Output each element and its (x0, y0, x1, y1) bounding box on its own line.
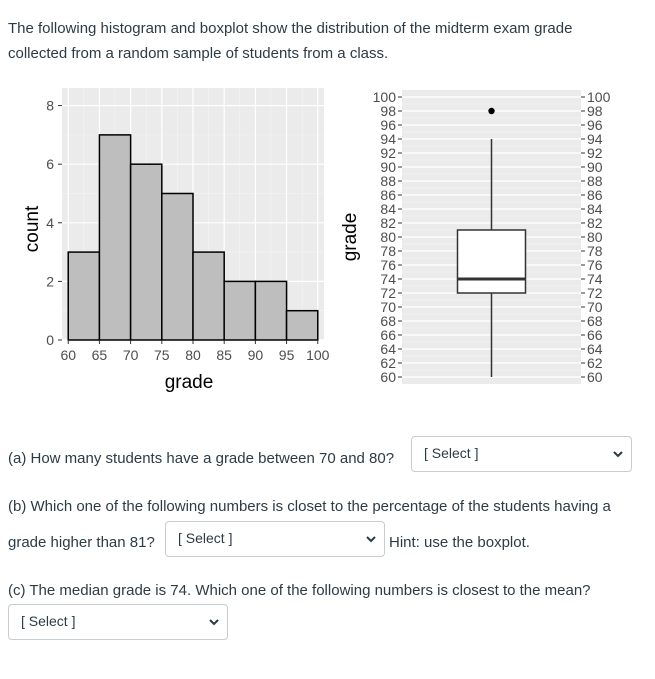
boxplot-y-tick-label: 64 (587, 341, 603, 357)
histogram-y-tick-label: 2 (46, 273, 54, 290)
histogram-y-tick-label: 6 (46, 156, 54, 173)
histogram-bar (131, 164, 162, 340)
histogram-x-tick-label: 100 (306, 347, 330, 363)
boxplot-y-tick-label: 80 (587, 229, 603, 245)
boxplot-y-tick-label: 64 (380, 341, 396, 357)
chevron-down-icon (364, 532, 378, 546)
boxplot-y-tick-label: 76 (380, 257, 396, 273)
question-b-line-2: grade higher than 81? (8, 534, 155, 551)
boxplot-y-tick-label: 88 (587, 173, 603, 189)
boxplot-y-tick-label: 70 (380, 299, 396, 315)
histogram-x-label: grade (164, 372, 214, 393)
histogram-y-tick-label: 4 (46, 214, 54, 231)
boxplot-y-tick-label: 100 (587, 89, 611, 105)
boxplot-y-tick-label: 86 (380, 187, 396, 203)
boxplot-y-tick-label: 94 (587, 131, 603, 147)
histogram-x-tick-label: 90 (247, 347, 264, 363)
histogram-bar (99, 135, 130, 340)
boxplot-box (458, 230, 526, 293)
boxplot-y-tick-label: 82 (587, 215, 603, 231)
boxplot-y-tick-label: 74 (587, 271, 603, 287)
histogram-y-label: count (22, 205, 43, 253)
boxplot-y-tick-label: 90 (587, 159, 603, 175)
histogram-bar (255, 281, 286, 340)
boxplot-chart (340, 89, 611, 385)
boxplot-y-tick-label: 70 (587, 299, 603, 315)
histogram-chart (22, 88, 330, 393)
question-intro (8, 16, 648, 66)
boxplot-y-axis-left (373, 89, 402, 385)
boxplot-y-tick-label: 60 (587, 369, 603, 385)
answer-b-value: [ Select ] (178, 530, 233, 546)
boxplot-y-tick-label: 94 (380, 131, 396, 147)
boxplot-y-tick-label: 78 (587, 243, 603, 259)
boxplot-y-tick-label: 88 (380, 173, 396, 189)
boxplot-y-tick-label: 84 (380, 201, 396, 217)
histogram-x-tick-label: 65 (91, 347, 108, 363)
boxplot-y-tick-label: 74 (380, 271, 396, 287)
boxplot-y-tick-label: 68 (380, 313, 396, 329)
histogram-y-axis (46, 98, 62, 348)
boxplot-y-tick-label: 96 (587, 117, 603, 133)
question-a: (a) How many students have a grade between 70 and 80? (8, 450, 395, 467)
figure (0, 82, 655, 402)
answer-a-select[interactable] (411, 436, 632, 472)
histogram-bar (162, 193, 193, 340)
histogram-x-tick-label: 80 (185, 347, 201, 363)
histogram-x-tick-label: 75 (154, 347, 170, 363)
histogram-x-axis (60, 340, 329, 363)
boxplot-y-tick-label: 98 (587, 103, 603, 119)
boxplot-y-tick-label: 96 (380, 117, 396, 133)
boxplot-y-tick-label: 100 (372, 89, 396, 105)
boxplot-y-tick-label: 66 (587, 327, 603, 343)
boxplot-y-tick-label: 72 (380, 285, 396, 301)
chevron-down-icon (207, 615, 221, 629)
question-c: (c) The median grade is 74. Which one of the following numbers is closest to the mean? (8, 582, 591, 599)
histogram-x-tick-label: 70 (122, 347, 139, 363)
boxplot-y-tick-label: 82 (380, 215, 396, 231)
boxplot-y-label: grade (340, 212, 361, 262)
chevron-down-icon (611, 447, 625, 461)
boxplot-outlier (488, 108, 494, 114)
answer-c-select[interactable] (8, 604, 228, 640)
boxplot-y-tick-label: 90 (380, 159, 396, 175)
boxplot-y-tick-label: 66 (380, 327, 396, 343)
histogram-x-tick-label: 95 (278, 347, 295, 363)
intro-line-1: The following histogram and boxplot show the distribution of the midterm exam grade (8, 20, 573, 37)
answer-c-value: [ Select ] (21, 613, 76, 629)
boxplot-y-tick-label: 76 (587, 257, 603, 273)
histogram-x-tick-label: 60 (60, 347, 77, 363)
question-b-line-1: (b) Which one of the following numbers is closet to the percentage of the students having a (8, 498, 611, 515)
histogram-bar (224, 281, 255, 340)
boxplot-y-tick-label: 68 (587, 313, 603, 329)
boxplot-y-tick-label: 92 (380, 145, 396, 161)
histogram-y-tick-label: 0 (46, 332, 54, 348)
boxplot-y-tick-label: 84 (587, 201, 603, 217)
boxplot-y-axis-right (581, 89, 611, 385)
boxplot-y-tick-label: 62 (380, 355, 396, 371)
histogram-bar (287, 311, 318, 340)
question-b-hint: Hint: use the boxplot. (389, 534, 530, 551)
histogram-bar (68, 252, 99, 340)
histogram-bar (193, 252, 224, 340)
boxplot-y-tick-label: 92 (587, 145, 603, 161)
boxplot-y-tick-label: 86 (587, 187, 603, 203)
boxplot-y-tick-label: 78 (380, 243, 396, 259)
boxplot-y-tick-label: 98 (380, 103, 396, 119)
boxplot-y-tick-label: 60 (380, 369, 396, 385)
histogram-x-tick-label: 85 (216, 347, 232, 363)
boxplot-y-tick-label: 72 (587, 285, 603, 301)
boxplot-y-tick-label: 80 (380, 229, 396, 245)
intro-line-2: collected from a random sample of students from a class. (8, 45, 389, 62)
boxplot-y-tick-label: 62 (587, 355, 603, 371)
answer-b-select[interactable] (165, 521, 385, 557)
histogram-y-tick-label: 8 (46, 97, 54, 114)
answer-a-value: [ Select ] (424, 445, 479, 461)
